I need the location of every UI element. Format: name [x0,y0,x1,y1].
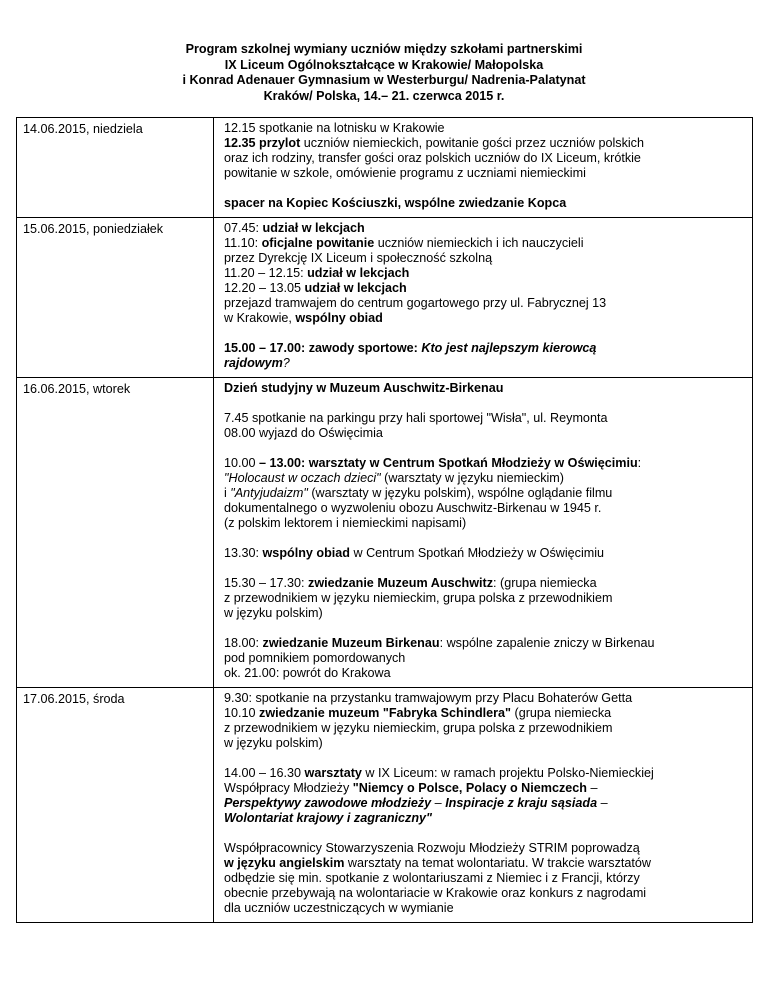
schedule-line: 15.30 – 17.30: zwiedzanie Muzeum Auschwitz: (grupa niemiecka [224,576,597,590]
header-line-3: i Konrad Adenauer Gymnasium w Westerburgu/ Nadrenia-Palatynat [182,73,586,87]
header-line-1: Program szkolnej wymiany uczniów między szkołami partnerskimi [185,42,583,56]
schedule-line: w Krakowie, wspólny obiad [224,311,383,325]
schedule-line: odbędzie się min. spotkanie z wolontariuszami z Niemiec i z Francji, którzy [224,871,640,885]
schedule-line: przejazd tramwajem do centrum gogartowego przy ul. Fabrycznej 13 [224,296,607,310]
schedule-line: i "Antyjudaizm" (warsztaty w języku polskim), wspólne oglądanie filmu [224,486,613,500]
day-schedule [214,118,753,218]
schedule-line: 9.30: spotkanie na przystanku tramwajowym przy Placu Bohaterów Getta [224,691,633,705]
schedule-line: obecnie przebywają na wolontariacie w Krakowie oraz konkurs z nagrodami [224,886,647,900]
day-schedule [214,688,753,923]
schedule-line: oraz ich rodziny, transfer gości oraz polskich uczniów do IX Liceum, krótkie [224,151,641,165]
program-table [16,117,753,923]
schedule-line: z przewodnikiem w języku niemieckim, grupa polska z przewodnikiem [224,721,613,735]
schedule-line: 12.15 spotkanie na lotnisku w Krakowie [224,121,445,135]
schedule-line: ok. 21.00: powrót do Krakowa [224,666,391,680]
table-row [17,118,753,218]
schedule-line: w języku angielskim warsztaty na temat wolontariatu. W trakcie warsztatów [224,856,651,870]
day-title: Dzień studyjny w Muzeum Auschwitz-Birkenau [224,381,504,395]
schedule-line: spacer na Kopiec Kościuszki, wspólne zwiedzanie Kopca [224,196,567,210]
schedule-line: Wolontariat krajowy i zagraniczny" [224,811,432,825]
schedule-line: 14.00 – 16.30 warsztaty w IX Liceum: w ramach projektu Polsko-Niemieckiej [224,766,654,780]
schedule-line: 08.00 wyjazd do Oświęcimia [224,426,383,440]
schedule-line: pod pomnikiem pomordowanych [224,651,406,665]
schedule-line: Współpracy Młodzieży "Niemcy o Polsce, Polacy o Niemczech – [224,781,598,795]
day-schedule [214,378,753,688]
schedule-line: w języku polskim) [224,736,323,750]
schedule-line: 10.10 zwiedzanie muzeum "Fabryka Schindlera" (grupa niemiecka [224,706,612,720]
document-header [0,42,768,104]
header-line-2: IX Liceum Ogólnokształcące w Krakowie/ Małopolska [224,57,544,72]
schedule-line: 12.35 przylot uczniów niemieckich, powitanie gości przez uczniów polskich [224,136,644,150]
schedule-line: dla uczniów uczestniczących w wymianie [224,901,454,915]
day-date: 15.06.2015, poniedziałek [17,218,214,378]
schedule-line: "Holocaust w oczach dzieci" (warsztaty w języku niemieckim) [224,471,564,485]
schedule-line: 7.45 spotkanie na parkingu przy hali sportowej "Wisła", ul. Reymonta [224,411,608,425]
table-row [17,218,753,378]
schedule-line: 10.00 – 13.00: warsztaty w Centrum Spotkań Młodzieży w Oświęcimiu: [224,456,642,470]
schedule-line: 13.30: wspólny obiad w Centrum Spotkań Młodzieży w Oświęcimiu [224,546,605,560]
table-row [17,688,753,923]
day-date: 14.06.2015, niedziela [17,118,214,218]
schedule-line: 15.00 – 17.00: zawody sportowe: Kto jest najlepszym kierowcą [224,341,597,355]
day-date: 16.06.2015, wtorek [17,378,214,688]
schedule-line: w języku polskim) [224,606,323,620]
day-date: 17.06.2015, środa [17,688,214,923]
schedule-line: 18.00: zwiedzanie Muzeum Birkenau: wspólne zapalenie zniczy w Birkenau [224,636,655,650]
schedule-line: rajdowym? [224,356,290,370]
schedule-line: 11.10: oficjalne powitanie uczniów niemieckich i ich nauczycieli [224,236,584,250]
schedule-line: powitanie w szkole, omówienie programu z uczniami niemieckimi [224,166,586,180]
schedule-line: (z polskim lektorem i niemieckimi napisami) [224,516,467,530]
table-row [17,378,753,688]
header-line-4: Kraków/ Polska, 14.– 21. czerwca 2015 r. [263,88,505,103]
schedule-line: 12.20 – 13.05 udział w lekcjach [224,281,407,295]
schedule-line: z przewodnikiem w języku niemieckim, grupa polska z przewodnikiem [224,591,613,605]
schedule-line: Współpracownicy Stowarzyszenia Rozwoju Młodzieży STRIM poprowadzą [224,841,640,855]
schedule-line: Perspektywy zawodowe młodzieży – Inspiracje z kraju sąsiada – [224,796,608,810]
day-schedule [214,218,753,378]
schedule-line: 07.45: udział w lekcjach [224,221,365,235]
schedule-line: dokumentalnego o wyzwoleniu obozu Auschwitz-Birkenau w 1945 r. [224,501,602,515]
schedule-line: 11.20 – 12.15: udział w lekcjach [224,266,410,280]
schedule-line: przez Dyrekcję IX Liceum i społeczność szkolną [224,251,493,265]
